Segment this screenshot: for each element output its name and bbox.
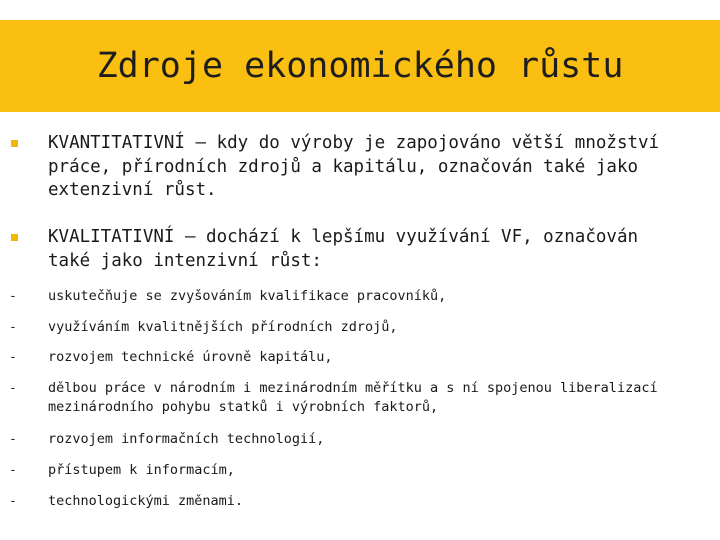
- dash-bullet-icon: -: [9, 289, 17, 304]
- sub-point: [9, 492, 688, 511]
- slide-title: Zdroje ekonomického růstu: [96, 46, 624, 86]
- dash-bullet-icon: -: [9, 463, 17, 478]
- sub-point: [9, 318, 688, 337]
- sub-point: [9, 461, 688, 480]
- sub-point-text: využíváním kvalitnějších přírodních zdrojů,: [48, 319, 398, 335]
- sub-point-text: uskutečňuje se zvyšováním kvalifikace pracovníků,: [48, 288, 447, 304]
- dash-bullet-icon: -: [9, 320, 17, 335]
- sub-point: [9, 379, 688, 417]
- sub-point: [9, 430, 688, 449]
- sub-point: [9, 287, 688, 306]
- square-bullet-icon: [11, 234, 18, 241]
- main-point-quantitative: [48, 132, 688, 203]
- dash-bullet-icon: -: [9, 350, 17, 365]
- dash-bullet-icon: -: [9, 432, 17, 447]
- dash-bullet-icon: -: [9, 381, 17, 396]
- main-point-qualitative: [48, 226, 688, 273]
- sub-point-text: technologickými změnami.: [48, 493, 244, 509]
- main-point-text: KVALITATIVNÍ – dochází k lepšímu využívání VF, označován také jako intenzivní růst:: [48, 227, 639, 271]
- sub-point: [9, 348, 688, 367]
- main-point-text: KVANTITATIVNÍ – kdy do výroby je zapojováno větší množství práce, přírodních zdrojů a kapitálu, označován také jako extenzivní růst.: [48, 133, 660, 200]
- dash-bullet-icon: -: [9, 494, 17, 509]
- sub-point-text: rozvojem technické úrovně kapitálu,: [48, 349, 333, 365]
- sub-point-text: rozvojem informačních technologií,: [48, 431, 325, 447]
- sub-point-text: dělbou práce v národním i mezinárodním měřítku a s ní spojenou liberalizací mezinárodního pohybu statků i výrobních faktorů,: [48, 380, 658, 415]
- sub-point-text: přístupem k informacím,: [48, 462, 235, 478]
- title-bar: [0, 20, 720, 112]
- square-bullet-icon: [11, 140, 18, 147]
